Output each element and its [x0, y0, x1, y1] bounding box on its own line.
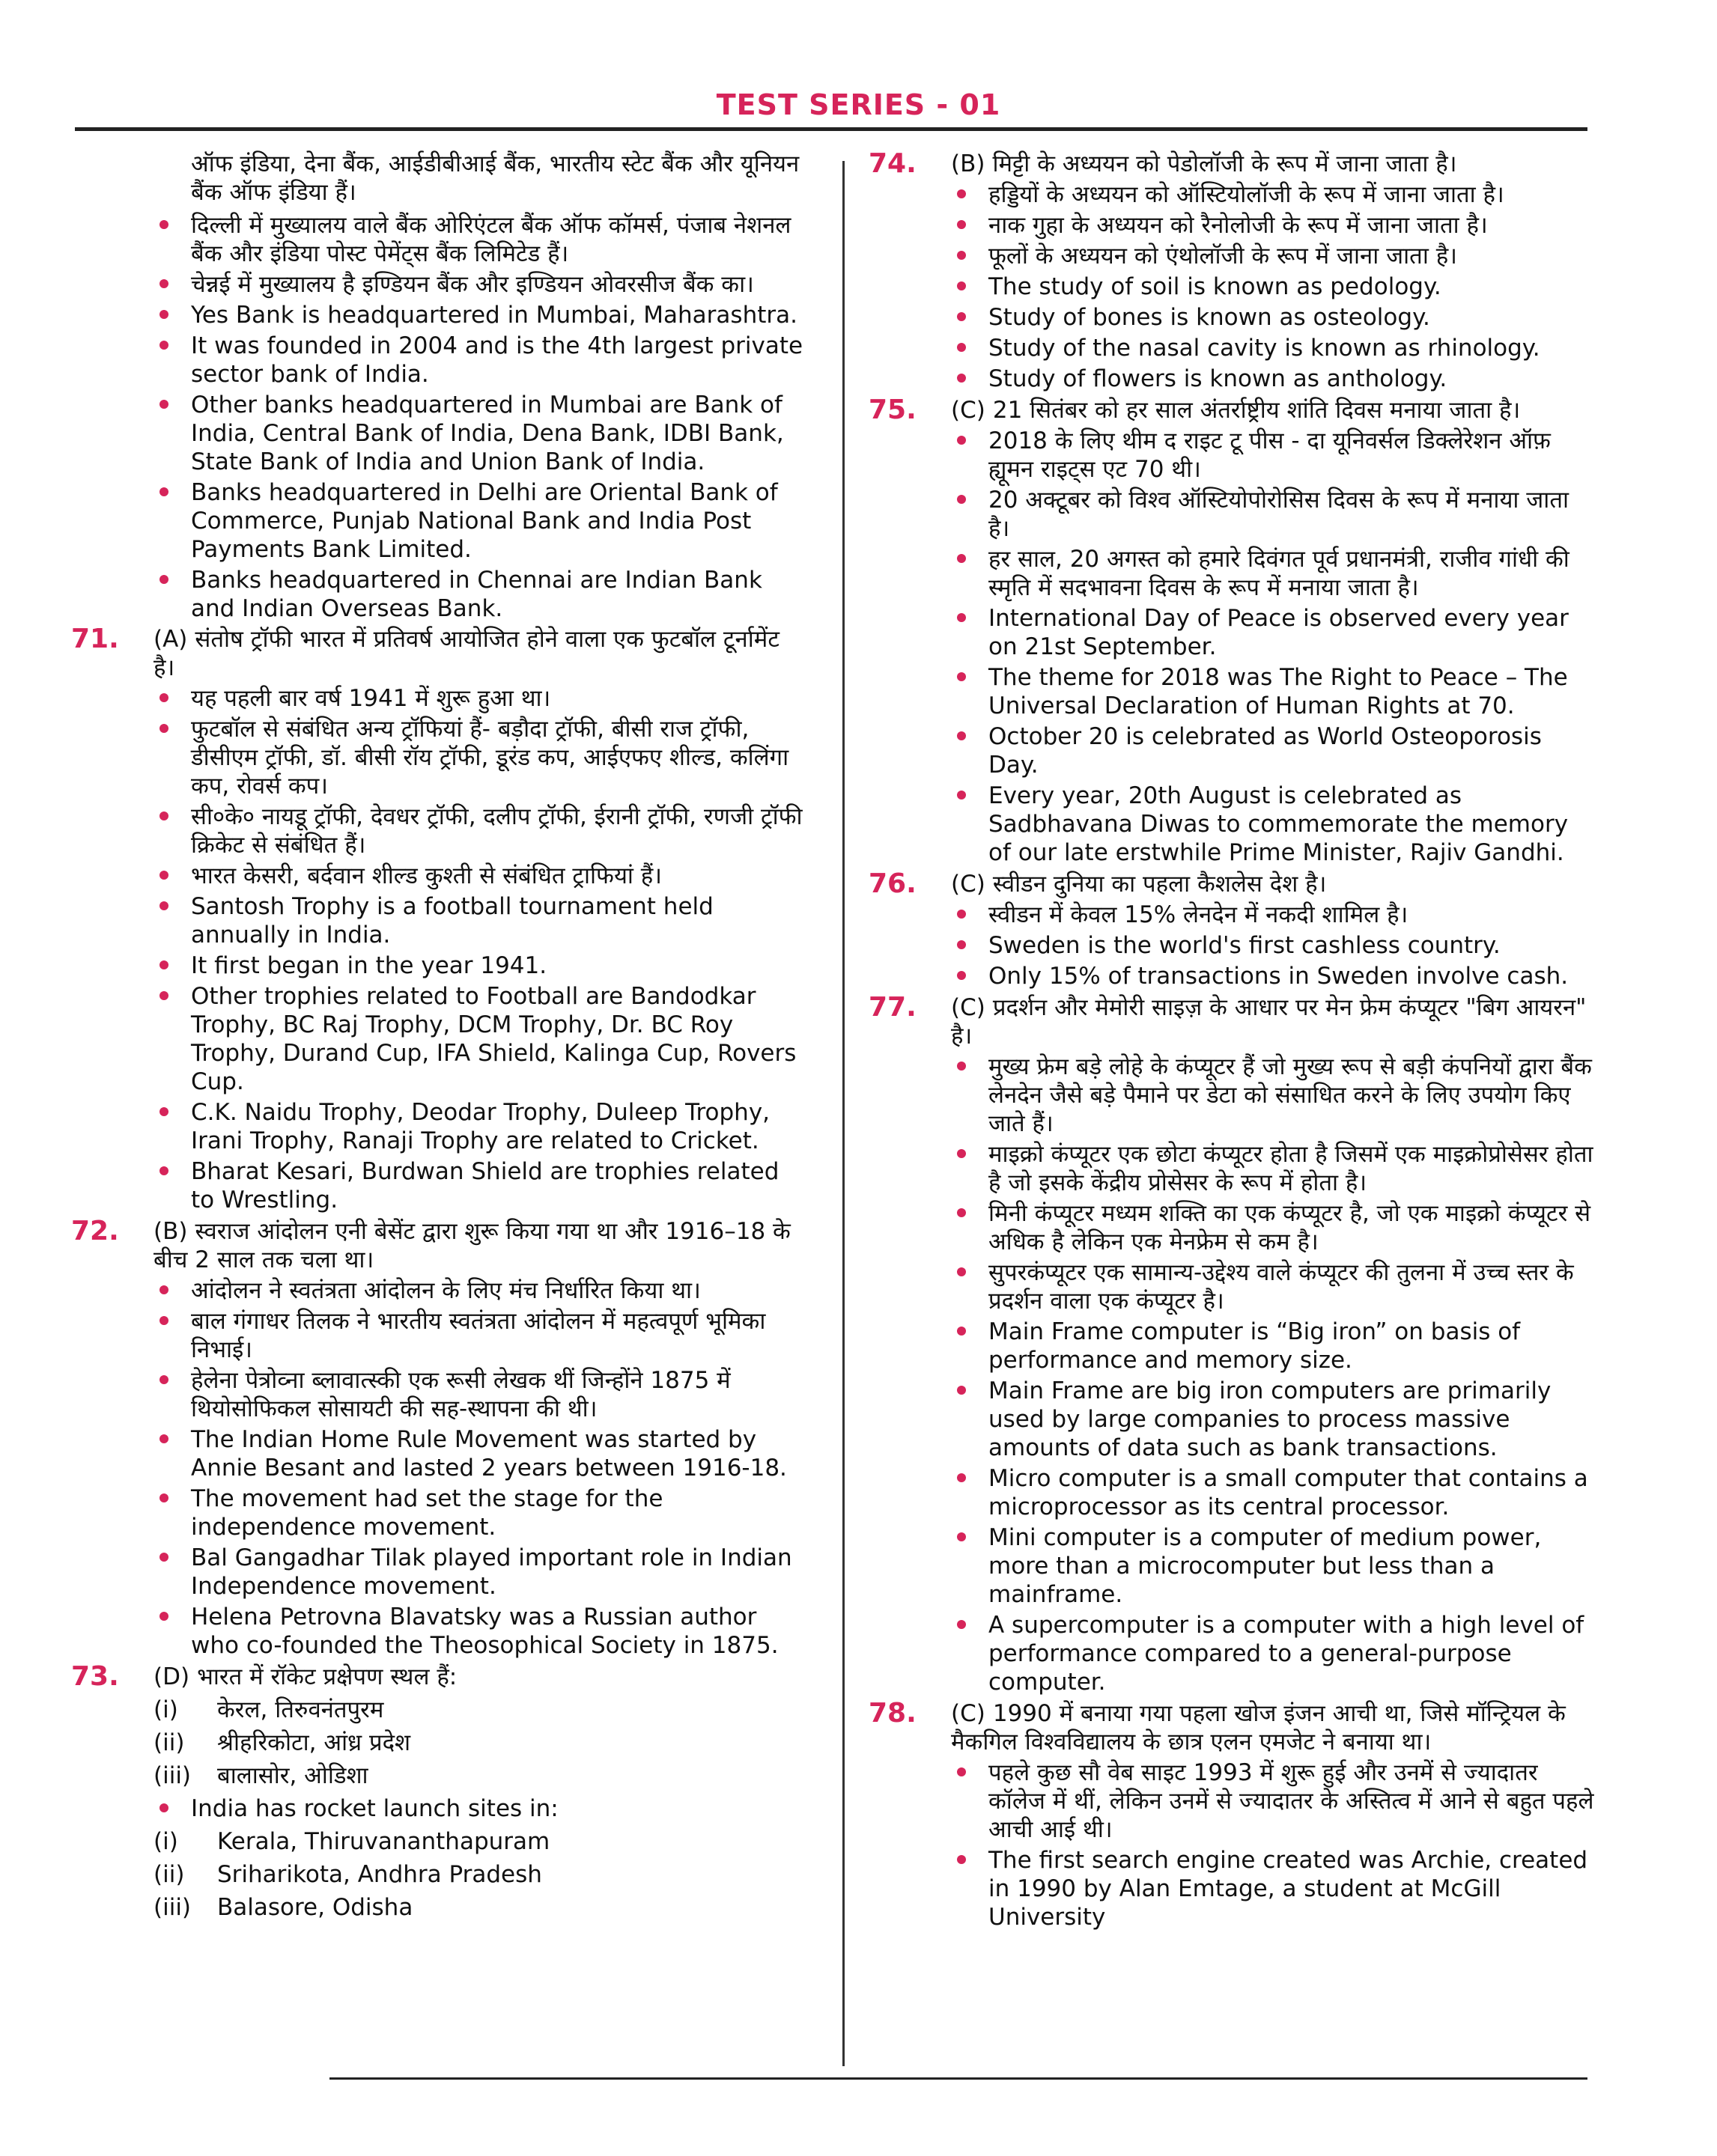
list-item: (ii) श्रीहरिकोटा, आंध्र प्रदेश [154, 1729, 411, 1756]
list-item: फुटबॉल से संबंधित अन्य ट्रॉफियां हैं- बड़ौदा ट्रॉफी, बीसी राज ट्रॉफी, डीसीएम ट्रॉफी, डॉ. बीसी रॉय ट्रॉफी, डूरंड कप, आईएफए शील्ड, कलिंगा कप, रोवर्स कप। [154, 715, 805, 800]
question-number: 74. [869, 148, 917, 179]
bullet-icon [159, 341, 168, 350]
bullet-icon [957, 1327, 966, 1336]
answer-option: (C) [951, 1700, 985, 1727]
question-71 [71, 625, 805, 1214]
list-item: यह पहली बार वर्ष 1941 में शुरू हुआ था। [154, 684, 805, 713]
list-item: India has rocket launch sites in: [154, 1794, 805, 1823]
question-number: 78. [869, 1698, 917, 1729]
list-item: A supercomputer is a computer with a high level of performance compared to a general-purpose computer. [951, 1611, 1595, 1696]
list-item: October 20 is celebrated as World Osteoporosis Day. [951, 722, 1595, 779]
bullet-icon [159, 1107, 168, 1116]
question-answer: (B) स्वराज आंदोलन एनी बेसेंट द्वारा शुरू किया गया था और 1916–18 के बीच 2 साल तक चला था। [154, 1218, 791, 1273]
list-item: आंदोलन ने स्वतंत्रता आंदोलन के लिए मंच निर्धारित किया था। [154, 1276, 805, 1305]
question-75 [869, 396, 1595, 867]
list-item: (iii) बालासोर, ओडिशा [154, 1762, 368, 1789]
bullet-icon [159, 487, 168, 496]
list-item: Bharat Kesari, Burdwan Shield are trophies related to Wrestling. [154, 1157, 805, 1214]
list-item: International Day of Peace is observed every year on 21st September. [951, 604, 1595, 661]
question-answer: (C) स्वीडन दुनिया का पहला कैशलेस देश है। [951, 871, 1327, 898]
left-column [71, 150, 805, 1926]
list-item: Other banks headquartered in Mumbai are Bank of India, Central Bank of India, Dena Bank, IDBI Bank, State Bank of India and Union Bank of India. [154, 391, 805, 476]
list-item: माइक्रो कंप्यूटर एक छोटा कंप्यूटर होता है जिसमें एक माइक्रोप्रोसेसर होता है जो इसके केंद्रीय प्रोसेसर के रूप में होता है। [951, 1140, 1595, 1197]
bullet-icon [957, 1208, 966, 1217]
explanation-list [951, 180, 1595, 393]
bullet-icon [159, 1553, 168, 1562]
explanation-list [951, 427, 1595, 867]
bullet-icon [159, 1612, 168, 1621]
list-item: Only 15% of transactions in Sweden involve cash. [951, 962, 1595, 990]
bullet-icon [957, 940, 966, 949]
bullet-icon [159, 871, 168, 880]
list-item: 20 अक्टूबर को विश्व ऑस्टियोपोरोसिस दिवस के रूप में मनाया जाता है। [951, 486, 1595, 543]
answer-option: (C) [951, 871, 985, 898]
question-number: 71. [71, 624, 119, 654]
bullet-icon [957, 672, 966, 681]
bullet-icon [159, 901, 168, 910]
bullet-icon [159, 1285, 168, 1294]
bullet-icon [957, 1767, 966, 1776]
answer-option: (A) [154, 626, 188, 653]
question-72 [71, 1217, 805, 1660]
list-item: Other trophies related to Football are Bandodkar Trophy, BC Raj Trophy, DCM Trophy, Dr. BC Roy Trophy, Durand Cup, IFA Shield, Kalinga Cup, Rovers Cup. [154, 982, 805, 1096]
bullet-icon [159, 960, 168, 969]
list-item: हेलेना पेत्रोव्ना ब्लावात्स्की एक रूसी लेखक थीं जिन्होंने 1875 में थियोसोफिकल सोसायटी की सह-स्थापना की थी। [154, 1366, 805, 1423]
bullet-icon [957, 281, 966, 290]
bullet-icon [957, 343, 966, 352]
bullet-icon [957, 971, 966, 980]
list-item: Bal Gangadhar Tilak played important role in Indian Independence movement. [154, 1544, 805, 1601]
bullet-icon [957, 1149, 966, 1158]
list-item: पहले कुछ सौ वेब साइट 1993 में शुरू हुई और उनमें से ज्यादातर कॉलेज में थीं, लेकिन उनमें से ज्यादातर के अस्तित्व में आने से बहुत पहले आची आई थी। [951, 1758, 1595, 1844]
list-item: Study of the nasal cavity is known as rhinology. [951, 334, 1595, 362]
list-item: बाल गंगाधर तिलक ने भारतीय स्वतंत्रता आंदोलन में महत्वपूर्ण भूमिका निभाई। [154, 1307, 805, 1364]
list-item: The Indian Home Rule Movement was started by Annie Besant and lasted 2 years between 1916-18. [154, 1425, 805, 1482]
bullet-icon [957, 1532, 966, 1541]
bullet-icon [159, 1375, 168, 1384]
list-item: Main Frame computer is “Big iron” on basis of performance and memory size. [951, 1318, 1595, 1374]
bullet-icon [957, 1620, 966, 1629]
list-item: भारत केसरी, बर्दवान शील्ड कुश्ती से संबंधित ट्राफियां हैं। [154, 862, 805, 890]
explanation-list [154, 1276, 805, 1660]
list-item: फूलों के अध्ययन को एंथोलॉजी के रूप में जाना जाता है। [951, 242, 1595, 270]
bullet-icon [957, 189, 966, 198]
question-answer: (B) मिट्टी के अध्ययन को पेडोलॉजी के रूप में जाना जाता है। [951, 150, 1457, 177]
list-item: Banks headquartered in Delhi are Oriental Bank of Commerce, Punjab National Bank and India Post Payments Bank Limited. [154, 478, 805, 564]
bullet-icon [159, 220, 168, 229]
explanation-list [154, 1794, 805, 1823]
question-number: 72. [71, 1216, 119, 1246]
list-item: मुख्य फ्रेम बड़े लोहे के कंप्यूटर हैं जो मुख्य रूप से बड़ी कंपनियों द्वारा बैंक लेनदेन जैसे बड़े पैमाने पर डेटा को संसाधित करने के लिए उपयोग किए जाते हैं। [951, 1053, 1595, 1138]
explanation-list [951, 1053, 1595, 1696]
footer-rule [329, 2077, 1587, 2080]
bullet-icon [957, 1062, 966, 1071]
list-item: Every year, 20th August is celebrated as Sadbhavana Diwas to commemorate the memory of our late erstwhile Prime Minister, Rajiv Gandhi. [951, 782, 1595, 867]
list-item: The study of soil is known as pedology. [951, 272, 1595, 301]
bullet-icon [159, 575, 168, 584]
question-number: 75. [869, 395, 917, 425]
list-item: Study of bones is known as osteology. [951, 303, 1595, 332]
explanation-list [951, 901, 1595, 990]
list-item: (i) केरल, तिरुवनंतपुरम [154, 1696, 384, 1723]
bullet-icon [957, 1473, 966, 1482]
question-number: 73. [71, 1661, 119, 1692]
bullet-icon [957, 791, 966, 800]
answer-option: (C) [951, 397, 985, 424]
list-item: Mini computer is a computer of medium power, more than a microcomputer but less than a mainframe. [951, 1523, 1595, 1609]
bullet-icon [957, 251, 966, 260]
list-item: The movement had set the stage for the independence movement. [154, 1484, 805, 1541]
list-item: (ii) Sriharikota, Andhra Pradesh [154, 1861, 542, 1888]
list-item: सी०के० नायडू ट्रॉफी, देवधर ट्रॉफी, दलीप ट्रॉफी, ईरानी ट्रॉफी, रणजी ट्रॉफी क्रिकेट से संबंधित हैं। [154, 803, 805, 859]
bullet-icon [957, 613, 966, 622]
list-item: Sweden is the world's first cashless country. [951, 931, 1595, 960]
right-column [869, 150, 1595, 1934]
bullet-icon [957, 1267, 966, 1276]
bullet-icon [159, 310, 168, 319]
list-item: Yes Bank is headquartered in Mumbai, Maharashtra. [154, 301, 805, 329]
bullet-icon [957, 731, 966, 740]
list-item: हड्डियों के अध्ययन को ऑस्टियोलॉजी के रूप में जाना जाता है। [951, 180, 1595, 209]
list-item: It was founded in 2004 and is the 4th largest private sector bank of India. [154, 332, 805, 389]
bullet-icon [957, 312, 966, 321]
list-item: The first search engine created was Archie, created in 1990 by Alan Emtage, a student at McGill University [951, 1846, 1595, 1931]
bank-bullets [154, 211, 805, 623]
bullet-icon [957, 910, 966, 919]
bullet-icon [159, 1803, 168, 1812]
bullet-icon [159, 724, 168, 733]
explanation-list [951, 1758, 1595, 1931]
list-item: It first began in the year 1941. [154, 951, 805, 980]
question-77 [869, 993, 1595, 1696]
list-item: Helena Petrovna Blavatsky was a Russian author who co-founded the Theosophical Society in 1875. [154, 1603, 805, 1660]
column-divider [842, 161, 845, 2066]
bullet-icon [159, 1493, 168, 1502]
bullet-icon [159, 991, 168, 1000]
page-title: TEST SERIES - 01 [716, 88, 1001, 121]
list-item: Banks headquartered in Chennai are Indian Bank and Indian Overseas Bank. [154, 566, 805, 623]
question-answer: (C) 1990 में बनाया गया पहला खोज इंजन आची था, जिसे मॉन्ट्रियल के मैकगिल विश्वविद्यालय के छात्र एलन एमजेट ने बनाया था। [951, 1700, 1566, 1755]
bullet-icon [957, 554, 966, 563]
list-item: (iii) Balasore, Odisha [154, 1894, 413, 1921]
list-item: The theme for 2018 was The Right to Peace – The Universal Declaration of Human Rights at 70. [951, 663, 1595, 720]
list-item: मिनी कंप्यूटर मध्यम शक्ति का एक कंप्यूटर है, जो एक माइक्रो कंप्यूटर से अधिक है लेकिन एक मेनफ्रेम से कम है। [951, 1199, 1595, 1256]
bullet-icon [159, 400, 168, 409]
answer-option: (B) [154, 1218, 188, 1245]
bullet-icon [957, 436, 966, 445]
list-item: 2018 के लिए थीम द राइट टू पीस - दा यूनिवर्सल डिक्लेरेशन ऑफ़ ह्यूमन राइट्स एट 70 थी। [951, 427, 1595, 484]
question-number: 76. [869, 868, 917, 899]
question-answer: (C) 21 सितंबर को हर साल अंतर्राष्ट्रीय शांति दिवस मनाया जाता है। [951, 397, 1521, 424]
list-item: Main Frame are big iron computers are primarily used by large companies to process massive amounts of data such as bank transactions. [951, 1377, 1595, 1462]
explanation-list [154, 684, 805, 1214]
bullet-icon [159, 1434, 168, 1443]
question-74 [869, 150, 1595, 393]
list-item: C.K. Naidu Trophy, Deodar Trophy, Duleep Trophy, Irani Trophy, Ranaji Trophy are related to Cricket. [154, 1098, 805, 1155]
question-76 [869, 870, 1595, 990]
continuation-text: ऑफ इंडिया, देना बैंक, आईडीबीआई बैंक, भारतीय स्टेट बैंक और यूनियन बैंक ऑफ इंडिया हैं। [191, 150, 800, 206]
bullet-icon [159, 811, 168, 820]
list-item: (i) Kerala, Thiruvananthapuram [154, 1828, 550, 1855]
bullet-icon [957, 374, 966, 383]
bullet-icon [957, 1855, 966, 1864]
list-item: Study of flowers is known as anthology. [951, 365, 1595, 393]
list-item: चेन्नई में मुख्यालय है इण्डियन बैंक और इण्डियन ओवरसीज बैंक का। [154, 270, 805, 299]
bullet-icon [957, 220, 966, 229]
bullet-icon [159, 1316, 168, 1325]
bullet-icon [159, 279, 168, 288]
answer-option: (C) [951, 994, 985, 1021]
question-answer: (A) संतोष ट्रॉफी भारत में प्रतिवर्ष आयोजित होने वाला एक फुटबॉल टूर्नामेंट है। [154, 626, 780, 681]
bullet-icon [159, 1166, 168, 1175]
answer-option: (B) [951, 150, 985, 177]
list-item: Santosh Trophy is a football tournament held annually in India. [154, 892, 805, 949]
answer-option: (D) [154, 1663, 190, 1690]
question-73 [71, 1663, 805, 1922]
list-item: सुपरकंप्यूटर एक सामान्य-उद्देश्य वाले कंप्यूटर की तुलना में उच्च स्तर के प्रदर्शन वाला एक कंप्यूटर है। [951, 1258, 1595, 1315]
list-item: Micro computer is a small computer that contains a microprocessor as its central processor. [951, 1464, 1595, 1521]
question-answer: (D) भारत में रॉकेट प्रक्षेपण स्थल हैं: [154, 1663, 458, 1690]
question-answer: (C) प्रदर्शन और मेमोरी साइज़ के आधार पर मेन फ्रेम कंप्यूटर "बिग आयरन" है। [951, 994, 1587, 1050]
header-rule [75, 127, 1587, 131]
bullet-icon [159, 693, 168, 702]
bullet-icon [957, 1386, 966, 1395]
list-item: स्वीडन में केवल 15% लेनदेन में नकदी शामिल है। [951, 901, 1595, 929]
list-item: नाक गुहा के अध्ययन को रैनोलोजी के रूप में जाना जाता है। [951, 211, 1595, 240]
list-item: हर साल, 20 अगस्त को हमारे दिवंगत पूर्व प्रधानमंत्री, राजीव गांधी की स्मृति में सदभावना दिवस के रूप में मनाया जाता है। [951, 545, 1595, 602]
question-number: 77. [869, 992, 917, 1023]
list-item: दिल्ली में मुख्यालय वाले बैंक ओरिएंटल बैंक ऑफ कॉमर्स, पंजाब नेशनल बैंक और इंडिया पोस्ट पेमेंट्स बैंक लिमिटेड हैं। [154, 211, 805, 268]
question-78 [869, 1699, 1595, 1931]
bullet-icon [957, 495, 966, 504]
